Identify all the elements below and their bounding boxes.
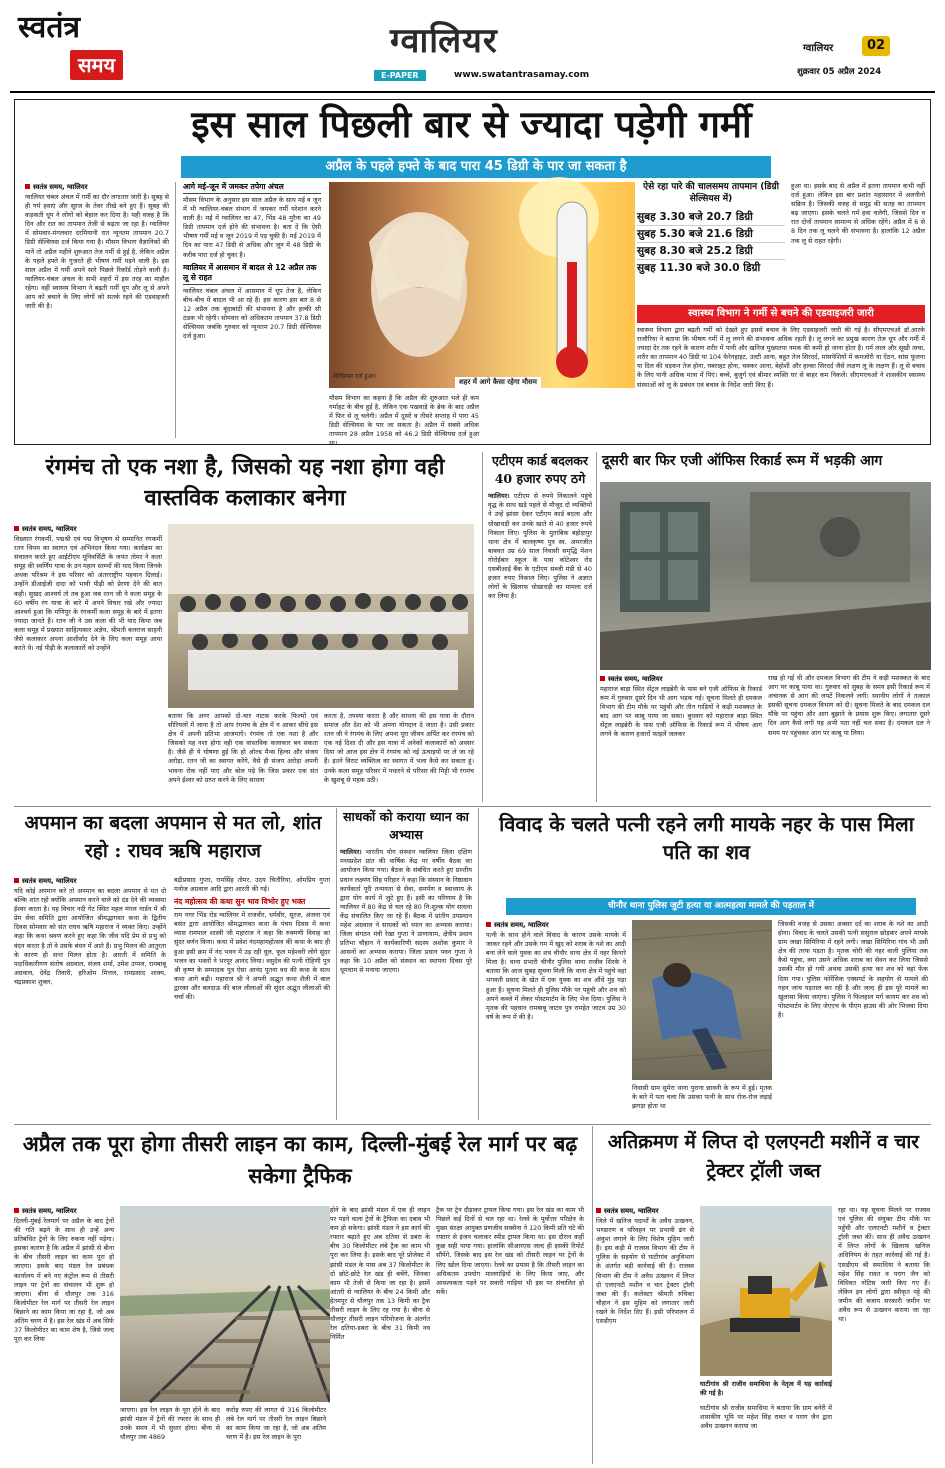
atm-headline: एटीएम कार्ड बदलकर 40 हजार रुपए ठगे: [491, 453, 589, 487]
heat-col4: हुआ था। इसके बाद से अप्रैल में इतना तापमान कभी नहीं दर्ज हुआ। लेकिन इस बार प्रशांत महासागर में अलनीनो सक्रिय है। जिसकी वजह से समुद्र की सतह का तापमान बढ़ जाएगा। इसके चलते गर्म हवा चलेगी, जिससे दिन व रात दोनों तापमान सामान्य से अधिक रहेंगे। अप्रैल में 6 से 8 दिन तक लू चलने की संभावना है। हालांकि 12 अप्रैल तक लू से राहत रहेगी।: [791, 182, 925, 245]
fire-byline: स्वतंत्र समय, ग्वालियर: [600, 674, 762, 683]
body-found-deck: चीनौर थाना पुलिस जुटी हत्या या आत्महत्या मामले की पड़ताल में: [506, 898, 916, 915]
thermometer-graphic: [329, 182, 635, 388]
edition-date: शुक्रवार 05 अप्रैल 2024: [797, 67, 882, 77]
heat-subhead-2: ग्वालियर में आसमान में बादल से 12 अप्रैल तक लू से राहत: [183, 263, 321, 285]
atm-byline: ग्वालियर।: [488, 492, 510, 501]
body-found-col1: पत्नी के साथ होने वाले विवाद के कारण उसके मायके में जाकर रहने और उसके गम में खुद को शराब के नशे का आदी बना लेने वाले युवक का शव चीनौर थाना क्षेत्र में नहर किनारे मिला है। थाना प्रभारी चीनौर पुलिस थाना राजीव शिरके ने बताया कि आज सुबह सूचना मिली कि थाना क्षेत्र में पहुंचे वहां भगवती प्रसाद के खेत में एक युवक का शव औंधे मुंह पड़ा हुआ है। सूचना मिलते ही पुलिस मौके पर पहुंची और शव को अपने कब्जे में लेकर पोस्टमार्टम के लिए भेज दिया। पुलिस ने मृतक की पहचान रामबाबू जाटव पुत्र रामहेत जाटव उम्र 30 वर्ष के रूप में की है।: [486, 931, 627, 1021]
field-scene-graphic: [632, 920, 772, 1080]
fire-photo: [600, 482, 931, 670]
epaper-badge: E-PAPER: [374, 70, 426, 81]
temp-row: सुबह 11.30 बजे 30.0 डिग्री: [637, 262, 761, 275]
rail-col4: होने के बाद झांसी मंडल में एक ही लाइन पर पड़ने वाला ट्रेनों के ट्रैफिक का दबाव भी कम हो सकेगा। झांसी मंडल ने इस कार्य की रफ्तार बढ़ाते हुए अब दतिया से डबरा के बीच 30 किलोमीटर लंबे ट्रैक का काम भी पूरा कर लिया है। इसके बाद पूरे प्रोजेक्ट में झांसी मंडल के पास अब 37 किलोमीटर के दो छोटे-छोटे रेल खंड ही बचेंगे, जिनका काम भी तेजी से किया जा रहा है। इसमें आंतरी से ग्वालियर के बीच 24 किमी और हेतमपुर से धौलपुर तक 13 किमी का ट्रैक तीसरी लाइन के लिए रह गया है। बीना से धौलपुर तीसरी लाइन परियोजना के अंतर्गत रेल दतिया-डबरा के बीच 31 किमी नव निर्मित: [330, 1206, 430, 1342]
raghav-col2a: बद्रीप्रसाद गुप्ता, रामसिंह तोमर, उदय चितौरिया, ओमप्रिय गुप्ता मनोज अग्रवाल आदि द्वारा आरती की गई।: [174, 876, 330, 894]
encroachment-col2a: घाटीगांव श्री राजीव समाधिया ने बताया कि ग्राम बनेरी में शासकीय भूमि पर महेश सिंह रावत व पराग जैन द्वारा अवैध उत्खनन कराया जा: [700, 1404, 832, 1431]
logo-top: स्वतंत्र: [18, 10, 81, 45]
logo-bottom: समय: [70, 50, 123, 80]
yoga-byline: ग्वालियर।: [340, 848, 362, 857]
group-people-graphic: [168, 524, 474, 708]
heat-photo-caption: शहर में आगे कैसा रहेगा मौसम: [455, 377, 541, 388]
temperature-box: [637, 182, 785, 302]
excavator-photo-caption: घाटीगांव श्री राजीव समाधिया के नेतृत्व में यह कार्रवाई की गई है।: [700, 1380, 832, 1398]
edition-label: ग्वालियर: [803, 43, 834, 54]
heat-col1: ग्वालियर चंबल अंचल में गर्मी का दौर लगातार जारी है। सुबह से ही गर्म हवाएं और सूरज के तेवर तीखे बने हुए हैं। सुबह की कड़कती धूप ने लोगों को बेहाल कर दिया है। यही वजह है कि दिन और रात का तापमान तेजी से बढ़ता जा रहा है। ग्वालियर में सोमवार-मंगलवार दरमियानी रात न्यूनतम तापमान 20.7 डिग्री सेल्सियस दर्ज किया गया है। मौसम विभाग वैज्ञानिकों की मानें तो अप्रैल महीने शुरुआत तेज गर्मी से हुई है, लेकिन अप्रैल के पहले हफ्ते के गुजरते ही भीषण गर्मी पड़ने वाली है। इस साल अप्रैल में गर्मी अपने सारे पिछले रिकॉर्ड तोड़ने वाली है। ग्वालियर-चंबल अंचल के सभी शहरों में इस तरह का माहौल रहेगा। वहीं स्वास्थ्य विभाग ने बढ़ती गर्मी धूप और लू से अपने आप को बचाने के लिए लोगों को सतर्क रहने की एडवाइजरी जारी की है।: [25, 193, 169, 311]
yoga-text: भारतीय योग संस्थान ग्वालियर जिला दक्षिण मध्यप्रदेश प्रांत की वार्षिक केंद्र पर वर्षीय बैठक का आयोजन किया गया। बैठक के संबंधित करते हुए प्रान्तीय प्रधान लक्ष्मण सिंह परिहार ने कहा कि संस्थान के निष्ठावान कार्यकर्ता पूरी तन्मयता से सेवा, समर्पण व स्वाध्याय के द्वारा योग कार्य में जुटे हुए हैं। इसी का परिणाम है कि ग्वालियर में 80 केंद्र से चल रहे 80 नि:शुल्क योग साधना केंद्र संचालित किए जा रहे हैं। बैठक में प्रांतीय उपप्रधान महेश अग्रवाल ने साधकों को ध्यान का अभ्यास कराया। जिला संगठन मंत्री रेखा गुप्ता ने प्राणायाम, क्षेत्रीय प्रधान प्रतिभा चौहान ने कार्यकारिणी सदस्य अशोक कुमार ने आसनों का अभ्यास कराया। जिला प्रधान पवन गुप्ता ने कहा कि 10 अप्रैल को संस्थान का स्थापना दिवस पूरे धूमधाम से मनाया जाएगा।: [340, 848, 472, 975]
body-found-story: [482, 808, 931, 1120]
raghav-story: [14, 808, 332, 1120]
temp-row: सुबह 3.30 बजे 20.7 डिग्री: [637, 209, 785, 226]
encroachment-story: [596, 1126, 931, 1464]
heat-col3a: मौसम विभाग का कहना है कि अप्रैल की शुरुआत भले ही कम गर्माहट के बीच हुई है, लेकिन एक पखवाड़े के ब्रेक के बाद अप्रैल में फिर से लू चलेगी। अप्रैल में दूसरे व तीसरे सप्ताह में पारा 45 डिग्री सेल्सियस के पार जा सकता है। अप्रैल में सबसे अधिक तापमान 28 अप्रैल 1958 को 46.2 डिग्री सेल्सियस दर्ज हुआ था।: [329, 394, 479, 448]
masthead: [0, 0, 945, 92]
heat-story: [14, 99, 931, 448]
body-found-byline: स्वतंत्र समय, ग्वालियर: [486, 920, 626, 929]
rail-col1: दिल्ली-मुंबई रेलमार्ग पर अप्रैल के बाद ट्रेनों की गति बढ़ने के साथ ही उन्हें अन्य प्रतिबंधित ट्रेनों के लिए रुकना नहीं पड़ेगा। इसका कारण है कि अप्रैल में झांसी से बीना के बीच तीसरी लाइन का काम पूरा हो जाएगा। इसके बाद मंडल रेल प्रबंधक कार्यालय में बने नए कंट्रोल रूम से तीसरी लाइन पर ट्रेनों का संचालन भी शुरू हो जाएगा। बीना से धौलपुर तक 316 किलोमीटर रेल मार्ग पर तीसरी रेल लाइन बिछाने का काम किया जा रहा है, जो अब अंतिम चरण में है। इस रेल खंड में अब सिर्फ 37 किलोमीटर का काम शेष है, जिसे जल्द पूरा कर लिया: [14, 1217, 114, 1344]
raghav-subhead: नंद महोत्सव की कथा सुन भाव विभोर हुए भक्त: [174, 897, 330, 909]
fire-col1: महाराज बाड़ा स्थित सेंट्रल लाइब्रेरी के पास बने एजी ऑफिस के रिकार्ड रूम में गुरुवार दूसरे दिन भी आग भड़क गई। सूचना मिलते ही दमकल विभाग की टीम मौके पर पहुंची और तीन गाड़ियों ने कड़ी मशक्कत के बाद आग पर काबू पाया जा सका। बुधवार को महाराज बाड़ा स्थित सेंट्रल लाइब्रेरी के पास एजी ऑफिस के रिकार्ड रूम में भीषण आग लगने के कारण हजारों फाइलें जलकर: [600, 685, 762, 739]
heat-photo: [329, 182, 635, 388]
encroachment-byline: स्वतंत्र समय, ग्वालियर: [596, 1206, 694, 1215]
yoga-story: [340, 808, 472, 1120]
heat-col2a: मौसम विभाग के अनुसार इस साल अप्रैल के साथ मई व जून में भी ग्वालियर-चंबल संभाग में जमकर गर्मी परेशान करने वाली है। मई में ग्वालियर का 47, भिंड 48 मुरैना का 49 डिग्री तापमान दर्ज होने की संभावना है। बता दें कि ऐसी भीषण गर्मी मई व जून 2019 में पड़ चुकी है। मई 2019 में दिन का पारा 47 डिग्री से अधिक और जून में 48 डिग्री के करीब पारा दर्ज हो चुका है।: [183, 196, 321, 259]
atm-story: [488, 452, 592, 802]
encroachment-col1: जिले में खनिज पदार्थों के अवैध उत्खनन, भण्डारण व परिवहन पर प्रभावी ढंग से अंकुश लगाने के लिए विशेष मुहिम जारी है। इस कड़ी में राजस्व विभाग की टीम ने पुलिस के सहयोग से घाटीगांव अनुविभाग के अंतर्गत बड़ी कार्रवाई की है। राजस्व विभाग की टीम ने अवैध उत्खनन में लिप्त दो एलएनटी मशीन व चार ट्रेक्टर ट्रॉली जब्त की हैं। कलेक्टर श्रीमती रुचिका चौहान ने इस मुहिम को लगातार जारी रखने के निर्देश दिए हैं। इसी परिपालन में एसडीएम: [596, 1217, 694, 1326]
excavator-photo: [700, 1206, 832, 1376]
raghav-col1: यदि कोई अपमान करे तो अपमान का बदला अपमान से मत दो बल्कि शांत रहो क्योंकि अपमान करने वाले को दंड देने की व्यवस्था ईश्वर करता है। यह विचार नदी गेट स्थित महल मंगल गार्डन में श्री प्रेम सेवा समिति द्वारा आयोजित श्रीमद्भागवत कथा के द्वितीय दिवस सोमवार को संत राघव ऋषि महाराज ने व्यक्त किए। उन्होंने कहा कि कथा श्रवण करने हुए कहा कि जीव यदि प्रेम से प्रभु को वंदन करता है तो वे उसके बंधन में आते हैं। प्रभु मिलन की आतुरता के कारण ही सन्त मिलन होता है। आरती में समिति के पदाधिकारीगण संतोष अग्रवाल, संजय शर्मा, उमेश उप्पल, रामबाबू अग्रवाल, देवेंद्र तिवारी, हरिओम मित्तल, रामप्रसाद शाक्य, चंद्रप्रकाश शुक्ल,: [14, 887, 166, 986]
body-found-photo-caption: निवासी ग्राम सुमेरा थाना पुराना छावनी के रूप में हुई। मृतक के बारे में पता चला कि उसका पत्नी के साथ रोज-रोज लड़ाई झगड़ा होता था: [632, 1084, 772, 1111]
rail-headline: अप्रैल तक पूरा होगा तीसरी लाइन का काम, दिल्ली-मुंबई रेल मार्ग पर बढ़ सकेगा ट्रैफिक: [22, 1131, 578, 1188]
atm-text: एटीएम से रुपये निकालने पहुंचे वृद्ध के साथ खड़े पहले से मौजूद दो व्यक्तियों ने उन्हें झांसा देकर एटीएम कार्ड बदला और धोखाधड़ी कर उनके खाते से 40 हजार रुपये निकाल लिए। पुलिस के मुताबिक बहोड़ापुर थाना क्षेत्र में बालकृष्ण पुत्र स्व. अमरजीत बाबवत उम्र 69 साल निवासी समृद्धि मेंशन गोरोईबार स्कूल के पास कोटेश्वर रोड एसबीआई बैंक के एटीएम सब्जी मंडी से 40 हजार रुपए निकाल लिए। पुलिस ने अज्ञात लोगों के खिलाफ धोखाधड़ी का मामला दर्ज कर लिया है।: [488, 492, 592, 601]
heat-subhead-1: आगे मई-जून में जमकर तपेगा अंचल: [183, 182, 321, 194]
temp-row: सुबह 5.30 बजे 21.6 डिग्री: [637, 226, 785, 243]
heat-photo-cap-small: सेल्सियस दर्ज हुआ।: [333, 373, 377, 380]
excavator-graphic: [700, 1206, 832, 1376]
encroachment-col2b: रहा था। यह सूचना मिलने पर राजस्व एवं पुलिस की संयुक्त टीम मौके पर पहुँची और एलएनटी मशीनें व ट्रेक्टर ट्रॉली जब्त कीं। साथ ही अवैध उत्खनन में लिप्त लोगों के खिलाफ खनिज अधिनियम के तहत कार्रवाई की गई है। एसडीएम श्री समाधिया ने बताया कि महेश सिंह रावत व पराग जैन को विधिवत नोटिस जारी किए गए हैं। लेकिन इन लोगों द्वारा स्वीकृत पट्टे की जमीन की बजाय सरकारी जमीन पर अवैध रूप से उत्खनन कराया जा रहा था।: [838, 1206, 930, 1324]
theatre-byline: स्वतंत्र समय, ग्वालियर: [14, 524, 162, 533]
burnt-room-graphic: [600, 482, 931, 670]
heat-headline: इस साल पिछली बार से ज्यादा पड़ेगी गर्मी: [191, 102, 752, 146]
fire-headline: दूसरी बार फिर एजी ऑफिस रिकार्ड रूम में भड़की आग: [602, 453, 883, 469]
heat-byline: स्वतंत्र समय, ग्वालियर: [25, 182, 169, 191]
rail-story: [14, 1126, 586, 1464]
rail-col3: करोड़ रुपए की लागत से 316 किलोमीटर लंबे रेल मार्ग पर तीसरी रेल लाइन बिछाने का काम किया जा रहा है, जो अब अंतिम चरण में है। इस रेल लाइन के पूरा: [226, 1406, 326, 1442]
encroachment-headline: अतिक्रमण में लिप्त दो एलएनटी मशीनें व चार ट्रेक्टर ट्रॉली जब्त: [607, 1131, 920, 1182]
rail-byline: स्वतंत्र समय, ग्वालियर: [14, 1206, 114, 1215]
temperature-box-title: ऐसे रहा पारे की चालसमय तापमान (डिग्री सेल्सियस में): [643, 182, 779, 204]
theatre-col2: बताया कि अगर आपको दो-चार नाटक करके फिल्मों एवं सीरियलों में जाना है तो आप रंगमंच के क्षेत्र में न आकर सीधे इस क्षेत्र में अपनी प्रतिभा आजमाएँ। रंगमंच तो एक नशा है और जिसको यह नशा होगा वही एक वास्तविक कलाकार बन सकता है। जैसे ही ये घोषणा हुई कि हो ओल्ड मैन्स हिल्स और संजय अरोड़ा, रतन जी का स्वागत करेंगे, वैसे ही संजय अरोड़ा अपनी भावना रोक नहीं पाए और बोल पड़े कि जिस प्रकार एक संत अपने ईश्वर को प्राप्त करने के लिए साधना: [168, 712, 318, 784]
city-title: ग्वालियर: [390, 21, 498, 61]
body-found-photo: [632, 920, 772, 1080]
advisory-title: स्वास्थ्य विभाग ने गर्मी से बचने की एडवाइजरी जारी: [637, 305, 925, 323]
theatre-story: [14, 452, 476, 802]
raghav-byline: स्वतंत्र समय, ग्वालियर: [14, 876, 166, 885]
yoga-headline: साधकों को कराया ध्यान का अभ्यास: [343, 809, 469, 843]
website-link[interactable]: www.swatantrasamay.com: [454, 70, 590, 80]
theatre-col3: करता है, तपस्या करता है और साधना की इस यात्रा के दौरान समाज और देश को भी अपना योगदान दे जाता है। उसी प्रकार रतन जी ने रंगमंच के लिए अपना पूरा जीवन अर्पित कर रंगमंच को एक नई दिशा दी और इस यात्रा में अनेकों कलाकारों को अवसर दिया जो आज इस क्षेत्र में रंगमंच को नई ऊंचाइयों पर ले जा रहे हैं। इतने विराट व्यक्तित्व का स्वागत में भला कैसे कर सकता हूं। उनके कला समूह परिसर में पधारने से परिसर की मिट्टी भी रंगमंच के खुशबू से महक उठी।: [324, 712, 474, 784]
fire-col2: राख हो गई थी और दमकल विभाग की टीम ने कड़ी मशक्कत के बाद आग पर काबू पाया था। गुरुवार को सुबह के समय इसी रिकार्ड रूम में अचानक से आग की लपटें निकलने लगीं। स्थानीय लोगों ने तत्काल इसकी सूचना दमकल विभाग को दी। सूचना मिलते के बाद दमकल दल मौके पर पहुंचा और आग बुझाने के प्रयास शुरू किए। लगातार दूसरे दिन आग कैसे लगी यह अभी पता नहीं चल सका है। दमकल दल ने समय पर पहुंचकर आग पर काबू पा लिया।: [768, 674, 930, 737]
theatre-headline: रंगमंच तो एक नशा है, जिसको यह नशा होगा वही वास्तविक कलाकार बनेगा: [45, 454, 445, 511]
theatre-group-photo: [168, 524, 474, 708]
theatre-col1: विख्यात रंगकर्मी, पद्मश्री एवं पद्म विभूषण से सम्मानित रंगकर्मी रतन थियम का स्वागत एवं अभिनंदन किया गया। कार्यक्रम का संचालन करते हुए आईटीएम यूनिवर्सिटी के जयंत तोमर ने कला समूह की स्वर्णिम यात्रा के उन महान स्तम्भों की याद किया जिनके अथक परिश्रम ने इस परिसर को अंतरराष्ट्रीय पहचान दिलाई। उन्होंने डीआईजी दादा को भावी पीढ़ी को प्रेरणा देने की बात कही। सुखद आश्चर्य तो तब हुआ जब रतन जी ने कला समूह के 60 वर्षीय रंग यात्रा के बारे में अपने विचार रखे और ज्यादा आश्चर्य हुआ कि मणिपुर के रंगकर्मी कला समूह के बारे में इतना ज्यादा जानते हैं। रतन जी ने उस कला की भी याद किया जब कला समूह में प्रख्यात साहित्यकार अज्ञेय, श्रीमती बलराज साहनी जैसे कलाकार अपना आशीर्वाद देने के लिए कला समूह आया करते थे। नई पीढ़ी के कलाकारों को उन्होंने: [14, 535, 162, 653]
heat-col2b: ग्वालियर चंबल अंचल में आसमान में धूप तेज है, लेकिन बीच-बीच में बादल भी आ रहे हैं। इस कारण इस बार 8 से 12 अप्रैल तक बूंदाबांदी की संभावना है और हल्की सी ठंडक भी रहेगी। सोमवार को अधिकतम तापमान 37.8 डिग्री सेल्सियस जबकि गुरुवार को न्यूनतम 20.7 डिग्री सेल्सियस दर्ज हुआ।: [183, 286, 321, 341]
page-number: 02: [862, 36, 890, 56]
raghav-col2b: राम नगर भिंड रोड ग्वालियर में राजवीर, धर्मवीर, सूरज, अंजना एवं बसंत द्वारा आयोजित श्रीमद्भागवत कथा के पंचम दिवस में कथा व्यास रामपाल शास्त्री जी महाराज ने कहा कि रुक्मणी विवाह का सुंदर वर्णन किया। कथा में प्रवेश नंदमहामहोत्सव की कथा के बाद ही हुआ इसी क्रम में नंद भवन में उड़ रही धूल, फूल महेश्वरी लोगे सुंदर भजन का भक्तों ने भरपूर आनंद लिया। वसुदेव की पत्नी रोहिणी पुत्र श्री कृष्ण के सम्पादक पुत्र ऐसा आनंद पूतना वध की कथा के साथ कथा आगे बढ़ी। महाराज श्री ने अपनी अद्भुत कथा शैली में बाल द्वारका और बलदाऊ की बाल लीलाओं की सुंदर अद्भुत लीलाओं की चर्चा की।: [174, 911, 330, 1002]
rail-col5: ट्रैक पर ट्रेन दौड़ाकर ट्रायल किया गया। इस रेल खंड का काम भी पिछले कई दिनों से चल रहा था। रेलवे के पूर्वोत्तर परिक्षेत्र के मुख्य संरक्षा आयुक्त प्रणजीव सक्सेना ने 120 किमी प्रति घंटे की रफ्तार से इंजन चलाकर स्पीड ट्रायल किया था। इस दौरान कहीं कुछ सही पाया गया। हालांकि सीआरएस जल्द ही इसकी रिपोर्ट सौंपेंगे, जिसके बाद इस रेल खंड को तीसरी लाइन पर ट्रेनों के लिए खोल दिया जाएगा। रेलवे का प्रयास है कि तीसरी लाइन का अधिकतम उपयोग मालगाड़ियों के लिए किया जाए, और आवश्यकता पड़ने पर सवारी गाड़ियां भी इस पर संचालित हो सकें।: [436, 1206, 584, 1296]
heat-deck: अप्रैल के पहले हफ्ते के बाद पारा 45 डिग्री के पार जा सकता है: [181, 156, 771, 178]
advisory-text: स्वास्थ्य विभाग द्वारा बढ़ती गर्मी को देखते हुए इससे बचाव के लिए एडवाइजरी जारी की गई है। सीएमएचओ डॉ.आरके राजौरिया ने बताया कि भीषण गर्मी में लू लगने की संभावना अधिक रहती है। लू लगने का प्रमुख कारण तेज धूप और गर्मी में ज्यादा देर तक रहने के कारण शरीर में पानी और खनिज मुख्यतया नमक की कमी हो जाना होता है। गर्म लाल और सूखी त्वचा, शरीर का तापमान 40 डिग्री या 104 फेरेनहाइट, उल्टी आना, बहुत तेज सिरदर्द, मांसपेशियों में कमजोरी या ऐंठन, सांस फूलना या दिल की धड़कन तेज होना, घबराहट होना, चक्कर आना, बेहोशी और हल्का सिरदर्द जैसे लक्षण लू के लक्षण हैं। लू से बचाव के लिए पानी अधिक मात्रा में पिएं। बच्चे, बुजुर्ग एवं बीमार व्यक्ति घर से बाहर कम निकलें। सीएमएचओ ने शासकीय स्वास्थ्य संस्थाओं को लू के प्रबंधन एवं बचाव के निर्देश जारी किए हैं।: [637, 326, 925, 389]
temp-row: सुबह 8.30 बजे 25.2 डिग्री: [637, 243, 785, 260]
raghav-headline: अपमान का बदला अपमान से मत लो, शांत रहो : राघव ऋषि महाराज: [24, 812, 322, 862]
fire-story: [600, 452, 931, 802]
rail-col2: जाएगा। इस रेल लाइन के पूरा होने के बाद झांसी मंडल में ट्रेनों की रफ्तार के साथ ही उनके समय में भी सुधार होगा। बीना से धौलपुर तक 4869: [120, 1406, 220, 1442]
body-found-col2: जिसकी वजह से उसका अक्सर दर्द का शराब के नशे का आदी होना। विवाद के चलते उसकी पत्नी ससुराल छोड़कर अपने मायके ग्राम जखा सिमिरिया में रहने लगी। जखा सिमिरिया गांव भी उसी क्षेत्र की तरफ पड़ता है। मृतक चोरी की नहर वाली पुलिया तक कैसे पहुंचा, क्या उसने अधिक शराब का सेवन कर लिया जिससे उसकी मौत हो गयी अथवा उसकी हत्या कर शव को वहां फेंक दिया गया। पुलिस फोरेंसिक एक्सपर्ट के सहयोग से मामले की गहन जांच पड़ताल कर रही है और जल्द ही इस पूरे मामले का खुलासा किया जाएगा। पुलिस ने फिलहाल मर्ग कायम कर शव को पोस्टमार्टम के लिए जेएएच के पीएम हाउस की ओर भिजवा दिया है।: [778, 920, 928, 1019]
body-found-headline: विवाद के चलते पत्नी रहने लगी मायके नहर के पास मिला पति का शव: [499, 812, 914, 865]
logo: [18, 10, 158, 86]
